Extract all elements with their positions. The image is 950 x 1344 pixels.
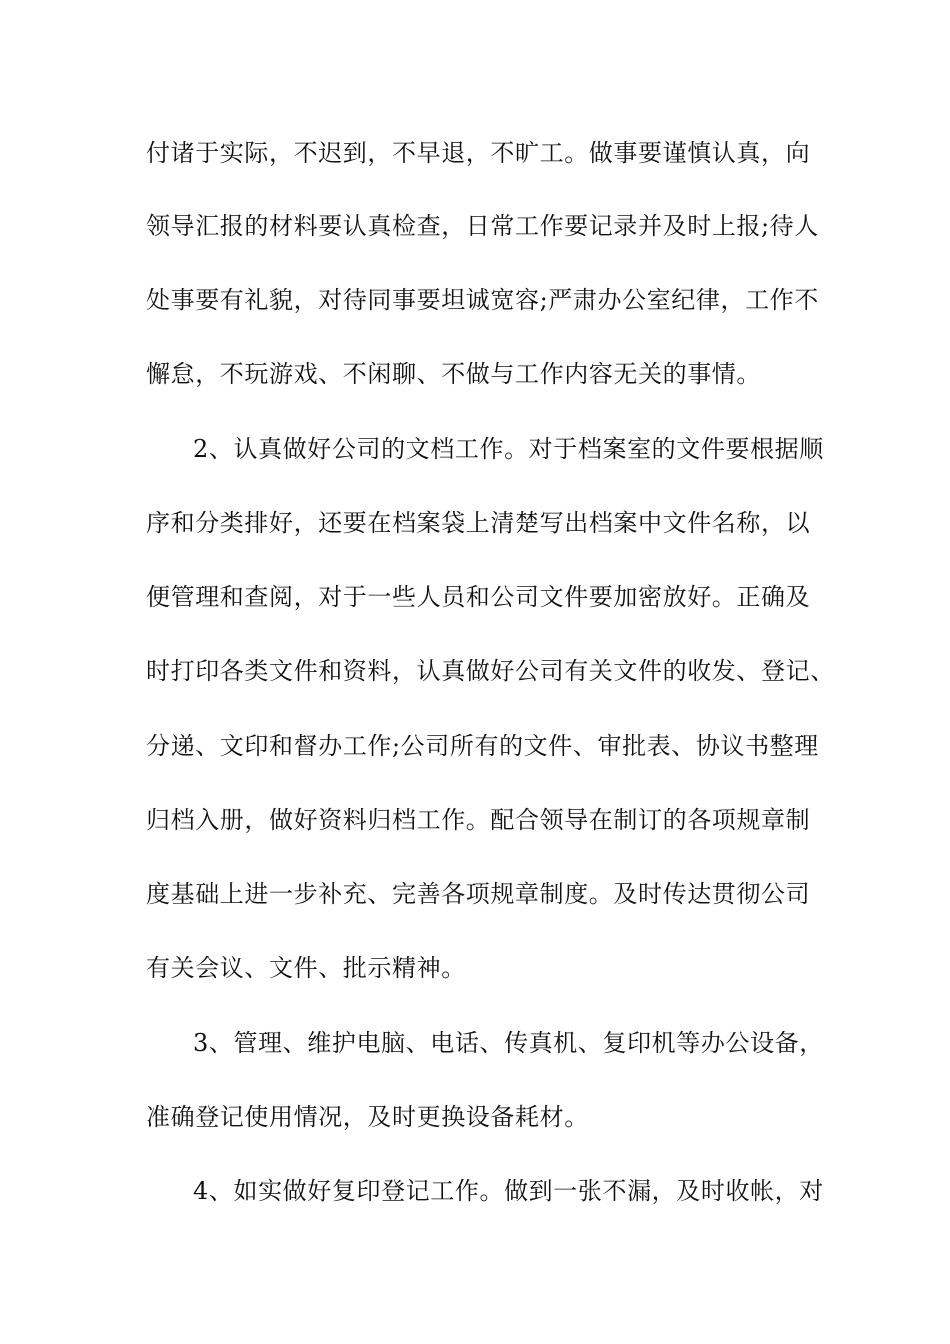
text-line: 度基础上进一步补充、完善各项规章制度。及时传达贯彻公司: [146, 880, 811, 908]
text-line: 便管理和查阅，对于一些人员和公司文件要加密放好。正确及: [146, 583, 811, 611]
paragraph-start-line: 4、如实做好复印登记工作。做到一张不漏，及时收帐，对: [193, 1177, 824, 1205]
text-line: 序和分类排好，还要在档案袋上清楚写出档案中文件名称，以: [146, 509, 811, 537]
text-line: 归档入册，做好资料归档工作。配合领导在制订的各项规章制: [146, 806, 811, 834]
text-line: 准确登记使用情况，及时更换设备耗材。: [146, 1103, 589, 1131]
text-line: 懈怠，不玩游戏、不闲聊、不做与工作内容无关的事情。: [146, 360, 761, 388]
text-line: 领导汇报的材料要认真检查，日常工作要记录并及时上报;待人: [146, 212, 819, 240]
text-line: 付诸于实际，不迟到，不早退，不旷工。做事要谨慎认真，向: [146, 139, 811, 167]
paragraph-start-line: 3、管理、维护电脑、电话、传真机、复印机等办公设备，: [193, 1029, 824, 1057]
paragraph-start-line: 2、认真做好公司的文档工作。对于档案室的文件要根据顺: [193, 435, 824, 463]
text-line: 分递、文印和督办工作;公司所有的文件、审批表、协议书整理: [146, 732, 819, 760]
text-line: 有关会议、文件、批示精神。: [146, 954, 466, 982]
text-line: 时打印各类文件和资料，认真做好公司有关文件的收发、登记、: [146, 657, 835, 685]
text-line: 处事要有礼貌，对待同事要坦诚宽容;严肃办公室纪律，工作不: [146, 286, 819, 314]
